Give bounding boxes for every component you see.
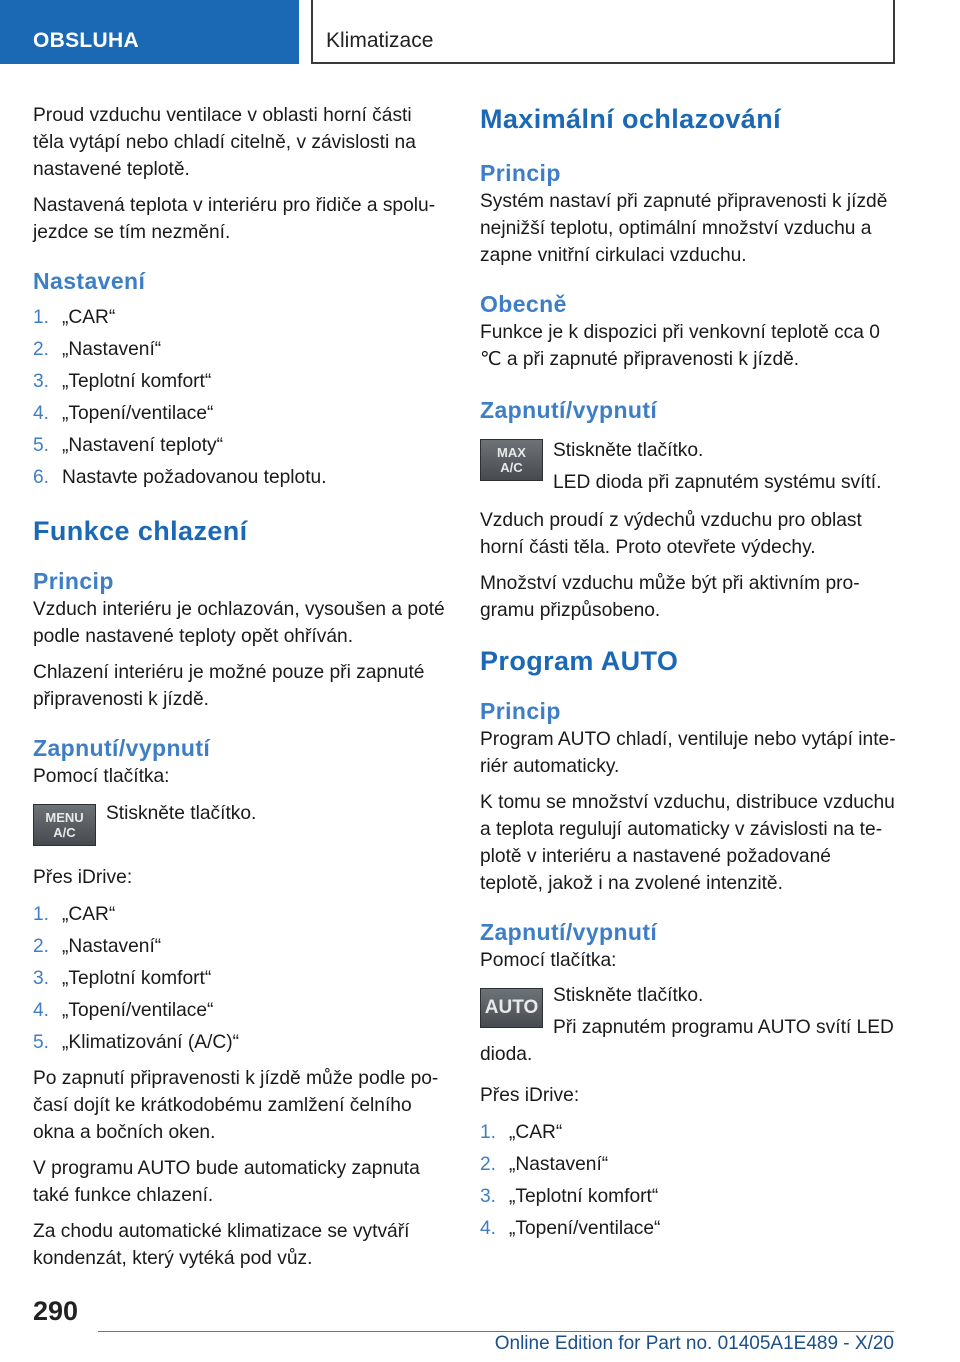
menu-ac-instruction <box>33 800 445 858</box>
list-item: 3. „Teplotní komfort“ <box>33 371 212 392</box>
list-item: 3. „Teplotní komfort“ <box>480 1186 659 1207</box>
zapnuti2-heading: Zapnutí/vypnutí <box>480 919 658 945</box>
max-ac-button-icon: MAX A/C <box>480 439 543 481</box>
nastaveni-list <box>33 302 445 494</box>
idrive-list <box>33 899 445 1059</box>
princip-paragraph: Systém nastaví při zapnuté připravenosti k jízdě nejnižší teplotu, optimální množství vzduchu a zapne vnitřní cirkulaci vzduchu. <box>480 191 888 266</box>
intro-paragraph-1: Proud vzduchu ventilace v oblasti horní části těla vytápí nebo chladí citelně, v závislosti na nastavené teplotě. <box>33 105 416 180</box>
list-item: 6. Nastavte požadovanou teplotu. <box>33 467 327 488</box>
list-item: 2. „Nastavení“ <box>480 1154 609 1175</box>
chapter-tab <box>311 0 895 64</box>
pres-idrive-label: Přes iDrive: <box>33 867 133 888</box>
zapnuti-heading: Zapnutí/vypnutí <box>480 397 658 423</box>
pres-idrive-label: Přes iDrive: <box>480 1085 580 1106</box>
auto-instruction <box>480 982 898 1068</box>
left-column <box>33 102 445 1281</box>
princip-heading: Princip <box>33 568 114 594</box>
press-button-text: Stiskněte tlačítko. <box>553 440 704 461</box>
list-item: 4. „Topení/ventilace“ <box>480 1218 661 1239</box>
outro-paragraph-3: Za chodu automatické klimatizace se vytváří kondenzát, který vytéká pod vůz. <box>33 1221 410 1269</box>
led-text: LED dioda při zapnutém systému svítí. <box>553 472 882 493</box>
zapnuti-heading: Zapnutí/vypnutí <box>33 735 211 761</box>
edition-text: Online Edition for Part no. 01405A1E489 - X/20 <box>494 1333 894 1354</box>
outro-paragraph-2: V programu AUTO bude automaticky zapnuta také funkce chlazení. <box>33 1158 420 1206</box>
list-item: 5. „Nastavení teploty“ <box>33 435 224 456</box>
press-button-text: Stiskněte tlačítko. <box>553 985 704 1006</box>
page-number: 290 <box>33 1296 79 1326</box>
list-item: 4. „Topení/ventilace“ <box>33 403 214 424</box>
right-column <box>480 102 898 1251</box>
auto-paragraph-1: Program AUTO chladí, ventiluje nebo vytápí interiér automaticky. <box>480 729 896 777</box>
section-title: OBSLUHA <box>33 29 139 52</box>
section-tab <box>0 0 299 64</box>
auto-heading: Program AUTO <box>480 646 679 676</box>
auto-paragraph-2: K tomu se množství vzduchu, distribuce vzduchu a teplota regulují automaticky v závislosti na teplotě v interiéru a nastavené požadované teplotě, jakož i na zvolené intenzitě. <box>480 792 895 894</box>
list-item: 1. „CAR“ <box>33 307 116 328</box>
list-item: 3. „Teplotní komfort“ <box>33 968 212 989</box>
idrive-list <box>480 1117 898 1245</box>
menu-ac-button-icon: MENU A/C <box>33 804 96 846</box>
intro-paragraph-2: Nastavená teplota v interiéru pro řidiče a spolujezdce se tím nezmění. <box>33 195 436 243</box>
pomoci-label: Pomocí tlačítka: <box>480 950 617 971</box>
list-item: 4. „Topení/ventilace“ <box>33 1000 214 1021</box>
obecne-paragraph: Funkce je k dispozici při venkovní teplotě cca 0 ℃ a při zapnuté připravenosti k jízdě. <box>480 322 880 370</box>
princip-paragraph-1: Vzduch interiéru je ochlazován, vysoušen a poté podle nastavené teploty opět ohříván. <box>33 599 445 647</box>
pomoci-label: Pomocí tlačítka: <box>33 766 170 787</box>
chapter-title: Klimatizace <box>326 29 434 52</box>
outro-paragraph-1: Po zapnutí připravenosti k jízdě může podle počasí dojít ke krátkodobému zamlžení čelního okna a bočních oken. <box>33 1068 439 1143</box>
press-button-text: Stiskněte tlačítko. <box>106 803 257 824</box>
nastaveni-heading: Nastavení <box>33 268 146 294</box>
vzduch-paragraph-2: Množství vzduchu může být při aktivním programu přizpůsobeno. <box>480 573 860 621</box>
max-ac-instruction <box>480 437 898 499</box>
auto-button-icon: AUTO <box>480 988 543 1028</box>
auto-led-text: Při zapnutém programu AUTO svítí LED dioda. <box>480 1017 894 1065</box>
princip-heading: Princip <box>480 160 561 186</box>
list-item: 2. „Nastavení“ <box>33 339 162 360</box>
obecne-heading: Obecně <box>480 291 567 317</box>
list-item: 1. „CAR“ <box>33 904 116 925</box>
princip-paragraph-2: Chlazení interiéru je možné pouze při zapnuté připravenosti k jízdě. <box>33 662 425 710</box>
max-heading: Maximální ochlazování <box>480 104 781 134</box>
chlazeni-heading: Funkce chlazení <box>33 516 248 546</box>
footer-divider <box>98 1331 894 1332</box>
princip2-heading: Princip <box>480 698 561 724</box>
list-item: 5. „Klimatizování (A/C)“ <box>33 1032 239 1053</box>
list-item: 1. „CAR“ <box>480 1122 563 1143</box>
vzduch-paragraph-1: Vzduch proudí z výdechů vzduchu pro oblast horní části těla. Proto otevřete výdechy. <box>480 510 862 558</box>
list-item: 2. „Nastavení“ <box>33 936 162 957</box>
